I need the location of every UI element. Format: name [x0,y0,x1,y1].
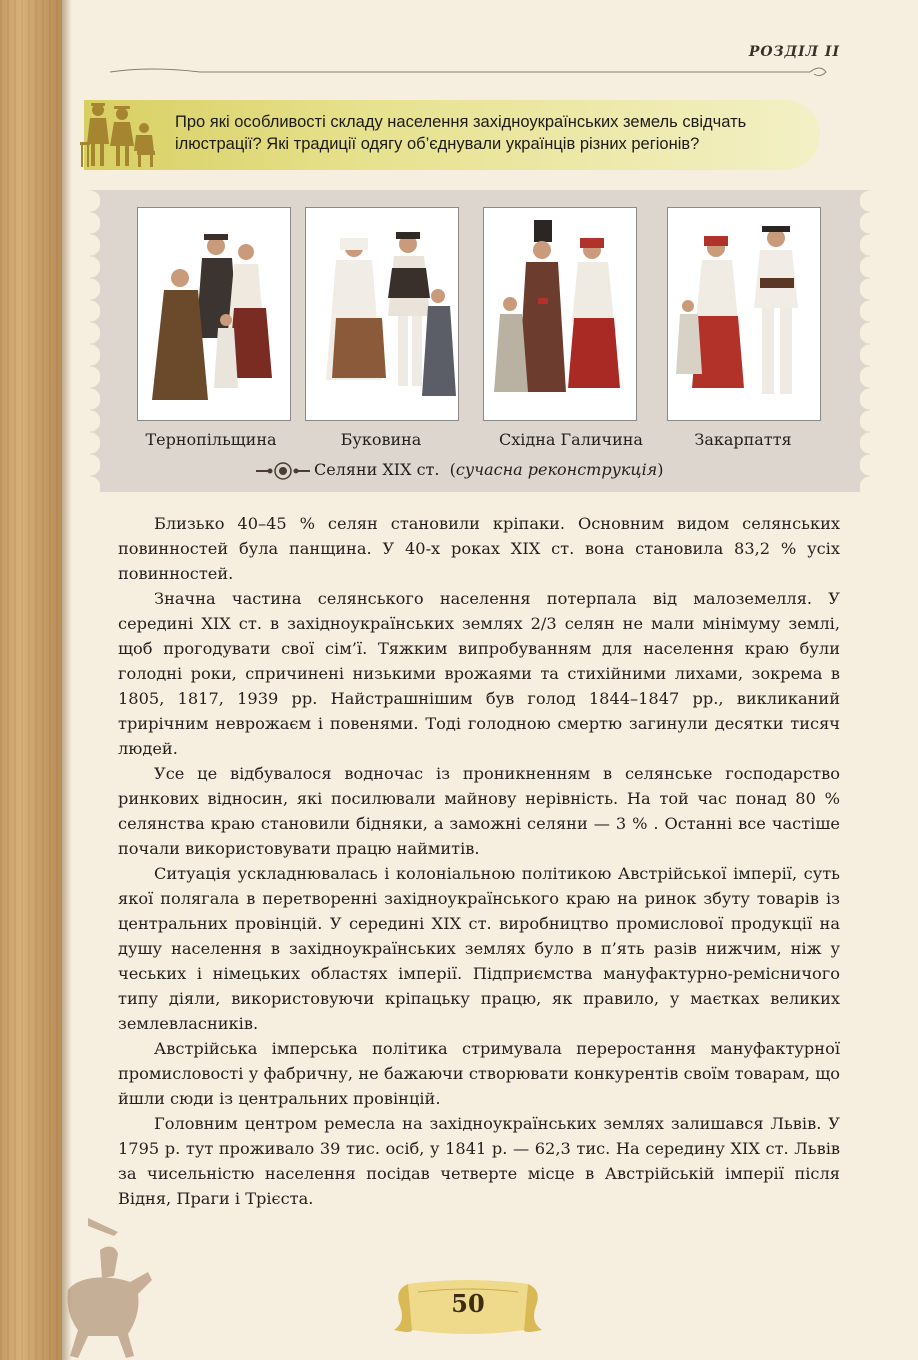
page-number: 50 [451,1289,485,1318]
header-ornament-rule [110,66,830,78]
label-ternopil: Тернопільщина [145,430,277,449]
paragraph-4: Ситуація ускладнювалась і колоніальною політикою Австрійської імперії, суть якої полягала в перетворенні західноукраїнського краю на ринок збуту товарів із центральних провінцій. У середині XIX ст. виробництво промислової продукції на душу населення в західноукраїнських землях було в п’ять разів нижчим, ніж у чеських і німецьких областях імперії. Підприємства мануфактурно-ремісничого типу діяли, використовуючи кріпацьку працю, як правило, у маєтках великих землевласників. [118,864,840,1033]
illustration-east-galicia [483,207,637,421]
question-text [175,111,835,155]
section-header: РОЗДІЛ II [748,44,840,60]
question-line-1: Про які особливості складу населення західноукраїнських земель свідчать [175,113,747,131]
paragraph-6: Головним центром ремесла на західноукраїнських землях залишався Львів. У 1795 р. тут проживало 39 тис. осіб, у 1841 р. — 62,3 тис. На середину XIX ст. Львів за чисельністю населення посідав четверте місце в Австрійській імперії після Відня, Праги і Трієста. [118,1114,840,1208]
paragraph-3: Усе це відбувалося водночас із проникненням в селянське господарство ринкових відносин, які посилювали майнову нерівність. На той час понад 80 % селянства краю становили бідняки, а заможні селяни — 3 % . Останні все частіше почали використовувати працю наймитів. [118,764,840,858]
question-line-2: ілюстрації? Які традиції одягу об’єднували українців різних регіонів? [175,135,700,153]
illustration-bukovyna [305,207,459,421]
peasants-bukovyna-drawing [306,208,458,420]
wooden-margin [0,0,62,1360]
figure-caption: Селяни XIX ст. (сучасна реконструкція) [256,460,664,480]
wooden-margin-shadow [62,0,72,1360]
paragraph-5: Австрійська імперська політика стримувала переростання мануфактурної промисловості у фабричну, не бажаючи створювати конкурентів своїм товарам, що йшли сюди із центральних провінцій. [118,1039,840,1108]
illustration-transcarpathia [667,207,821,421]
paragraph-1: Близько 40–45 % селян становили кріпаки. Основним видом селянських повинностей була панщина. У 40-х роках XIX ст. вона становила 83,2 % усіх повинностей. [118,514,840,583]
peasants-east-galicia-drawing [484,208,636,420]
label-transcarpathia: Закарпаття [694,430,792,449]
label-bukovyna: Буковина [340,430,422,449]
paragraph-2: Значна частина селянського населення потерпала від малоземелля. У середині XIX ст. в західноукраїнських землях 2/3 селян не мали мінімуму землі, щоб прогодувати свої сім’ї. Тяжким випробуванням для населення краю були голодні роки, спричинені низькими врожаями та стихійними лихами, зокрема в 1805, 1817, 1939 рр. Найстрашнішим був голод 1844–1847 рр., викликаний трирічним неврожаєм і повенями. Тоді голодною смертю загинули десятки тисяч людей. [118,589,840,758]
caption-italic: сучасна реконструкція [455,460,658,479]
peasants-ternopil-drawing [138,208,290,420]
caption-main: Селяни XIX ст. [314,460,440,479]
caption-ornament-icon [256,462,310,480]
peasants-silhouette-icon [78,98,166,172]
illustration-ternopil [137,207,291,421]
label-east-galicia: Східна Галичина [499,430,643,449]
body-text [118,511,840,1211]
cossack-horseman-silhouette-icon [48,1210,168,1360]
peasants-transcarpathia-drawing [668,208,820,420]
